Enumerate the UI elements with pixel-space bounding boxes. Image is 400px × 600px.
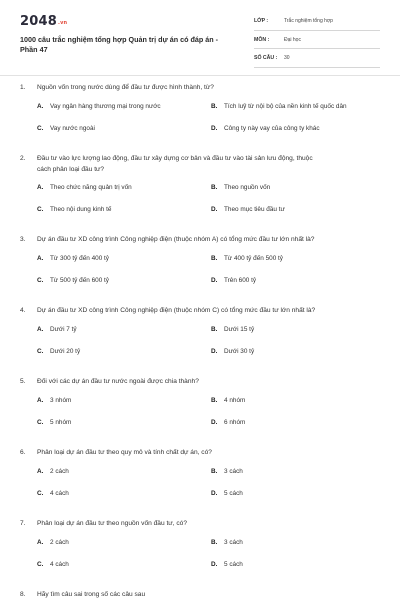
option-letter: B.: [211, 468, 218, 475]
site-logo[interactable]: [20, 14, 67, 29]
option-letter: A.: [37, 103, 44, 110]
question-body: Phân loại dự án đầu tư theo nguồn vốn đầu tư, có?: [37, 520, 187, 527]
question-text: [20, 306, 380, 317]
option-text: Dưới 15 tỷ: [224, 326, 255, 333]
question-list: [0, 83, 400, 600]
question-text: [20, 590, 380, 600]
logo-main: 2048: [20, 14, 57, 29]
option-d[interactable]: [211, 490, 243, 497]
option-text: 4 cách: [50, 561, 69, 568]
question-body: Đối với các dự án đầu tư nước ngoài được chia thành?: [37, 378, 199, 385]
question-text: [20, 154, 380, 175]
question-6: [0, 448, 400, 519]
option-a[interactable]: [37, 255, 109, 262]
option-text: 3 nhóm: [50, 397, 72, 404]
option-text: 6 nhóm: [224, 419, 246, 426]
option-c[interactable]: [37, 561, 69, 568]
option-letter: C.: [37, 419, 44, 426]
option-text: Từ 300 tỷ đến 400 tỷ: [50, 255, 109, 262]
question-7: [0, 519, 400, 590]
option-b[interactable]: [211, 103, 347, 110]
option-b[interactable]: [211, 184, 270, 191]
question-body: Dự án đầu tư XD công trình Công nghiệp điện (thuộc nhóm C) có tổng mức đầu tư lớn nhất là?: [37, 307, 316, 314]
question-number: 5.: [20, 378, 26, 385]
option-letter: B.: [211, 103, 218, 110]
header-divider: [0, 75, 400, 76]
option-letter: A.: [37, 397, 44, 404]
option-text: Dưới 30 tỷ: [224, 348, 255, 355]
option-letter: B.: [211, 184, 218, 191]
option-text: Theo nguồn vốn: [224, 184, 271, 191]
document-header: [0, 0, 400, 74]
meta-label: SỐ CÂU :: [254, 55, 278, 61]
option-text: 5 cách: [224, 490, 243, 497]
option-text: 4 nhóm: [224, 397, 246, 404]
option-d[interactable]: [211, 206, 285, 213]
question-text: [20, 235, 380, 246]
question-number: 8.: [20, 591, 26, 598]
option-letter: A.: [37, 539, 44, 546]
option-text: 5 nhóm: [50, 419, 72, 426]
meta-info: [254, 14, 380, 70]
option-c[interactable]: [37, 419, 71, 426]
option-text: Theo nội dung kinh tế: [50, 206, 112, 213]
question-text: [20, 377, 380, 388]
meta-value: Đại học: [284, 36, 301, 43]
option-text: Tích luỹ từ nội bộ của nền kinh tế quốc dân: [224, 103, 347, 110]
option-d[interactable]: [211, 561, 243, 568]
option-text: Dưới 7 tỷ: [50, 326, 77, 333]
question-body-continued: cách phân loại đầu tư?: [37, 165, 105, 173]
option-d[interactable]: [211, 348, 254, 355]
option-a[interactable]: [37, 468, 69, 475]
logo-suffix: .vn: [57, 20, 68, 26]
option-a[interactable]: [37, 103, 161, 110]
question-number: 6.: [20, 449, 26, 456]
option-letter: A.: [37, 184, 44, 191]
question-text: [20, 448, 380, 459]
question-number: 1.: [20, 84, 26, 91]
option-letter: C.: [37, 125, 44, 132]
question-5: [0, 377, 400, 448]
question-3: [0, 235, 400, 306]
option-letter: C.: [37, 348, 44, 355]
option-c[interactable]: [37, 348, 80, 355]
option-d[interactable]: [211, 419, 245, 426]
option-letter: D.: [211, 206, 218, 213]
option-text: Theo chức năng quản trị vốn: [50, 184, 132, 191]
option-b[interactable]: [211, 326, 254, 333]
option-text: 5 cách: [224, 561, 243, 568]
option-text: Trên 600 tỷ: [224, 277, 257, 284]
option-letter: A.: [37, 468, 44, 475]
question-number: 7.: [20, 520, 26, 527]
question-8: [0, 590, 400, 600]
meta-value: Trắc nghiệm tổng hợp: [284, 18, 333, 24]
option-text: Dưới 20 tỷ: [50, 348, 81, 355]
meta-row-subject: [254, 33, 380, 50]
question-body: Hãy tìm câu sai trong số các câu sau: [37, 591, 146, 598]
option-letter: C.: [37, 561, 44, 568]
question-body: Dự án đầu tư XD công trình Công nghiệp điện (thuộc nhóm A) có tổng mức đầu tư lớn nhất là?: [37, 236, 315, 243]
option-b[interactable]: [211, 468, 243, 475]
option-text: 2 cách: [50, 539, 69, 546]
option-letter: B.: [211, 255, 218, 262]
option-text: Từ 400 tỷ đến 500 tỷ: [224, 255, 283, 262]
option-text: Công ty này vay của công ty khác: [224, 125, 320, 132]
question-body: Đầu tư vào lực lượng lao động, đầu tư xây dựng cơ bản và đầu tư vào tài sản lưu động, thuộc: [37, 155, 313, 162]
question-number: 4.: [20, 307, 26, 314]
option-b[interactable]: [211, 255, 283, 262]
question-number: 3.: [20, 236, 26, 243]
option-text: Vay ngân hàng thương mại trong nước: [50, 103, 161, 110]
option-text: Vay nước ngoài: [50, 125, 95, 132]
option-c[interactable]: [37, 490, 69, 497]
option-text: Từ 500 tỷ đến 600 tỷ: [50, 277, 109, 284]
question-text: [20, 519, 380, 530]
question-body: Nguồn vốn trong nước dùng để đầu tư được hình thành, từ?: [37, 84, 214, 91]
option-text: 3 cách: [224, 539, 243, 546]
option-letter: D.: [211, 277, 218, 284]
option-a[interactable]: [37, 326, 77, 333]
option-letter: B.: [211, 326, 218, 333]
option-a[interactable]: [37, 184, 132, 191]
option-letter: D.: [211, 348, 218, 355]
option-d[interactable]: [211, 277, 256, 284]
meta-row-count: [254, 51, 380, 68]
option-text: 4 cách: [50, 490, 69, 497]
question-body: Phân loại dự án đầu tư theo quy mô và tính chất dự án, có?: [37, 449, 212, 456]
meta-value: 30: [284, 55, 290, 61]
meta-row-class: [254, 14, 380, 31]
option-text: Theo mục tiêu đầu tư: [224, 206, 285, 213]
option-c[interactable]: [37, 277, 109, 284]
option-letter: D.: [211, 561, 218, 568]
question-text: [20, 83, 380, 94]
option-c[interactable]: [37, 206, 111, 213]
meta-label: LỚP :: [254, 18, 269, 24]
option-letter: D.: [211, 419, 218, 426]
option-letter: C.: [37, 490, 44, 497]
option-b[interactable]: [211, 539, 243, 546]
option-letter: C.: [37, 277, 44, 284]
option-b[interactable]: [211, 397, 245, 404]
option-letter: D.: [211, 125, 218, 132]
option-letter: A.: [37, 255, 44, 262]
option-letter: A.: [37, 326, 44, 333]
meta-label: MÔN :: [254, 36, 270, 43]
option-text: 2 cách: [50, 468, 69, 475]
option-d[interactable]: [211, 125, 320, 132]
question-2: [0, 154, 400, 235]
option-letter: D.: [211, 490, 218, 497]
option-letter: B.: [211, 397, 218, 404]
question-number: 2.: [20, 155, 26, 162]
question-4: [0, 306, 400, 377]
option-a[interactable]: [37, 539, 69, 546]
document-title: 1000 câu trắc nghiệm tổng hợp Quản trị dự án có đáp án - Phần 47: [20, 35, 219, 54]
option-letter: C.: [37, 206, 44, 213]
option-text: 3 cách: [224, 468, 243, 475]
option-c[interactable]: [37, 125, 95, 132]
question-1: [0, 83, 400, 154]
option-letter: B.: [211, 539, 218, 546]
option-a[interactable]: [37, 397, 71, 404]
